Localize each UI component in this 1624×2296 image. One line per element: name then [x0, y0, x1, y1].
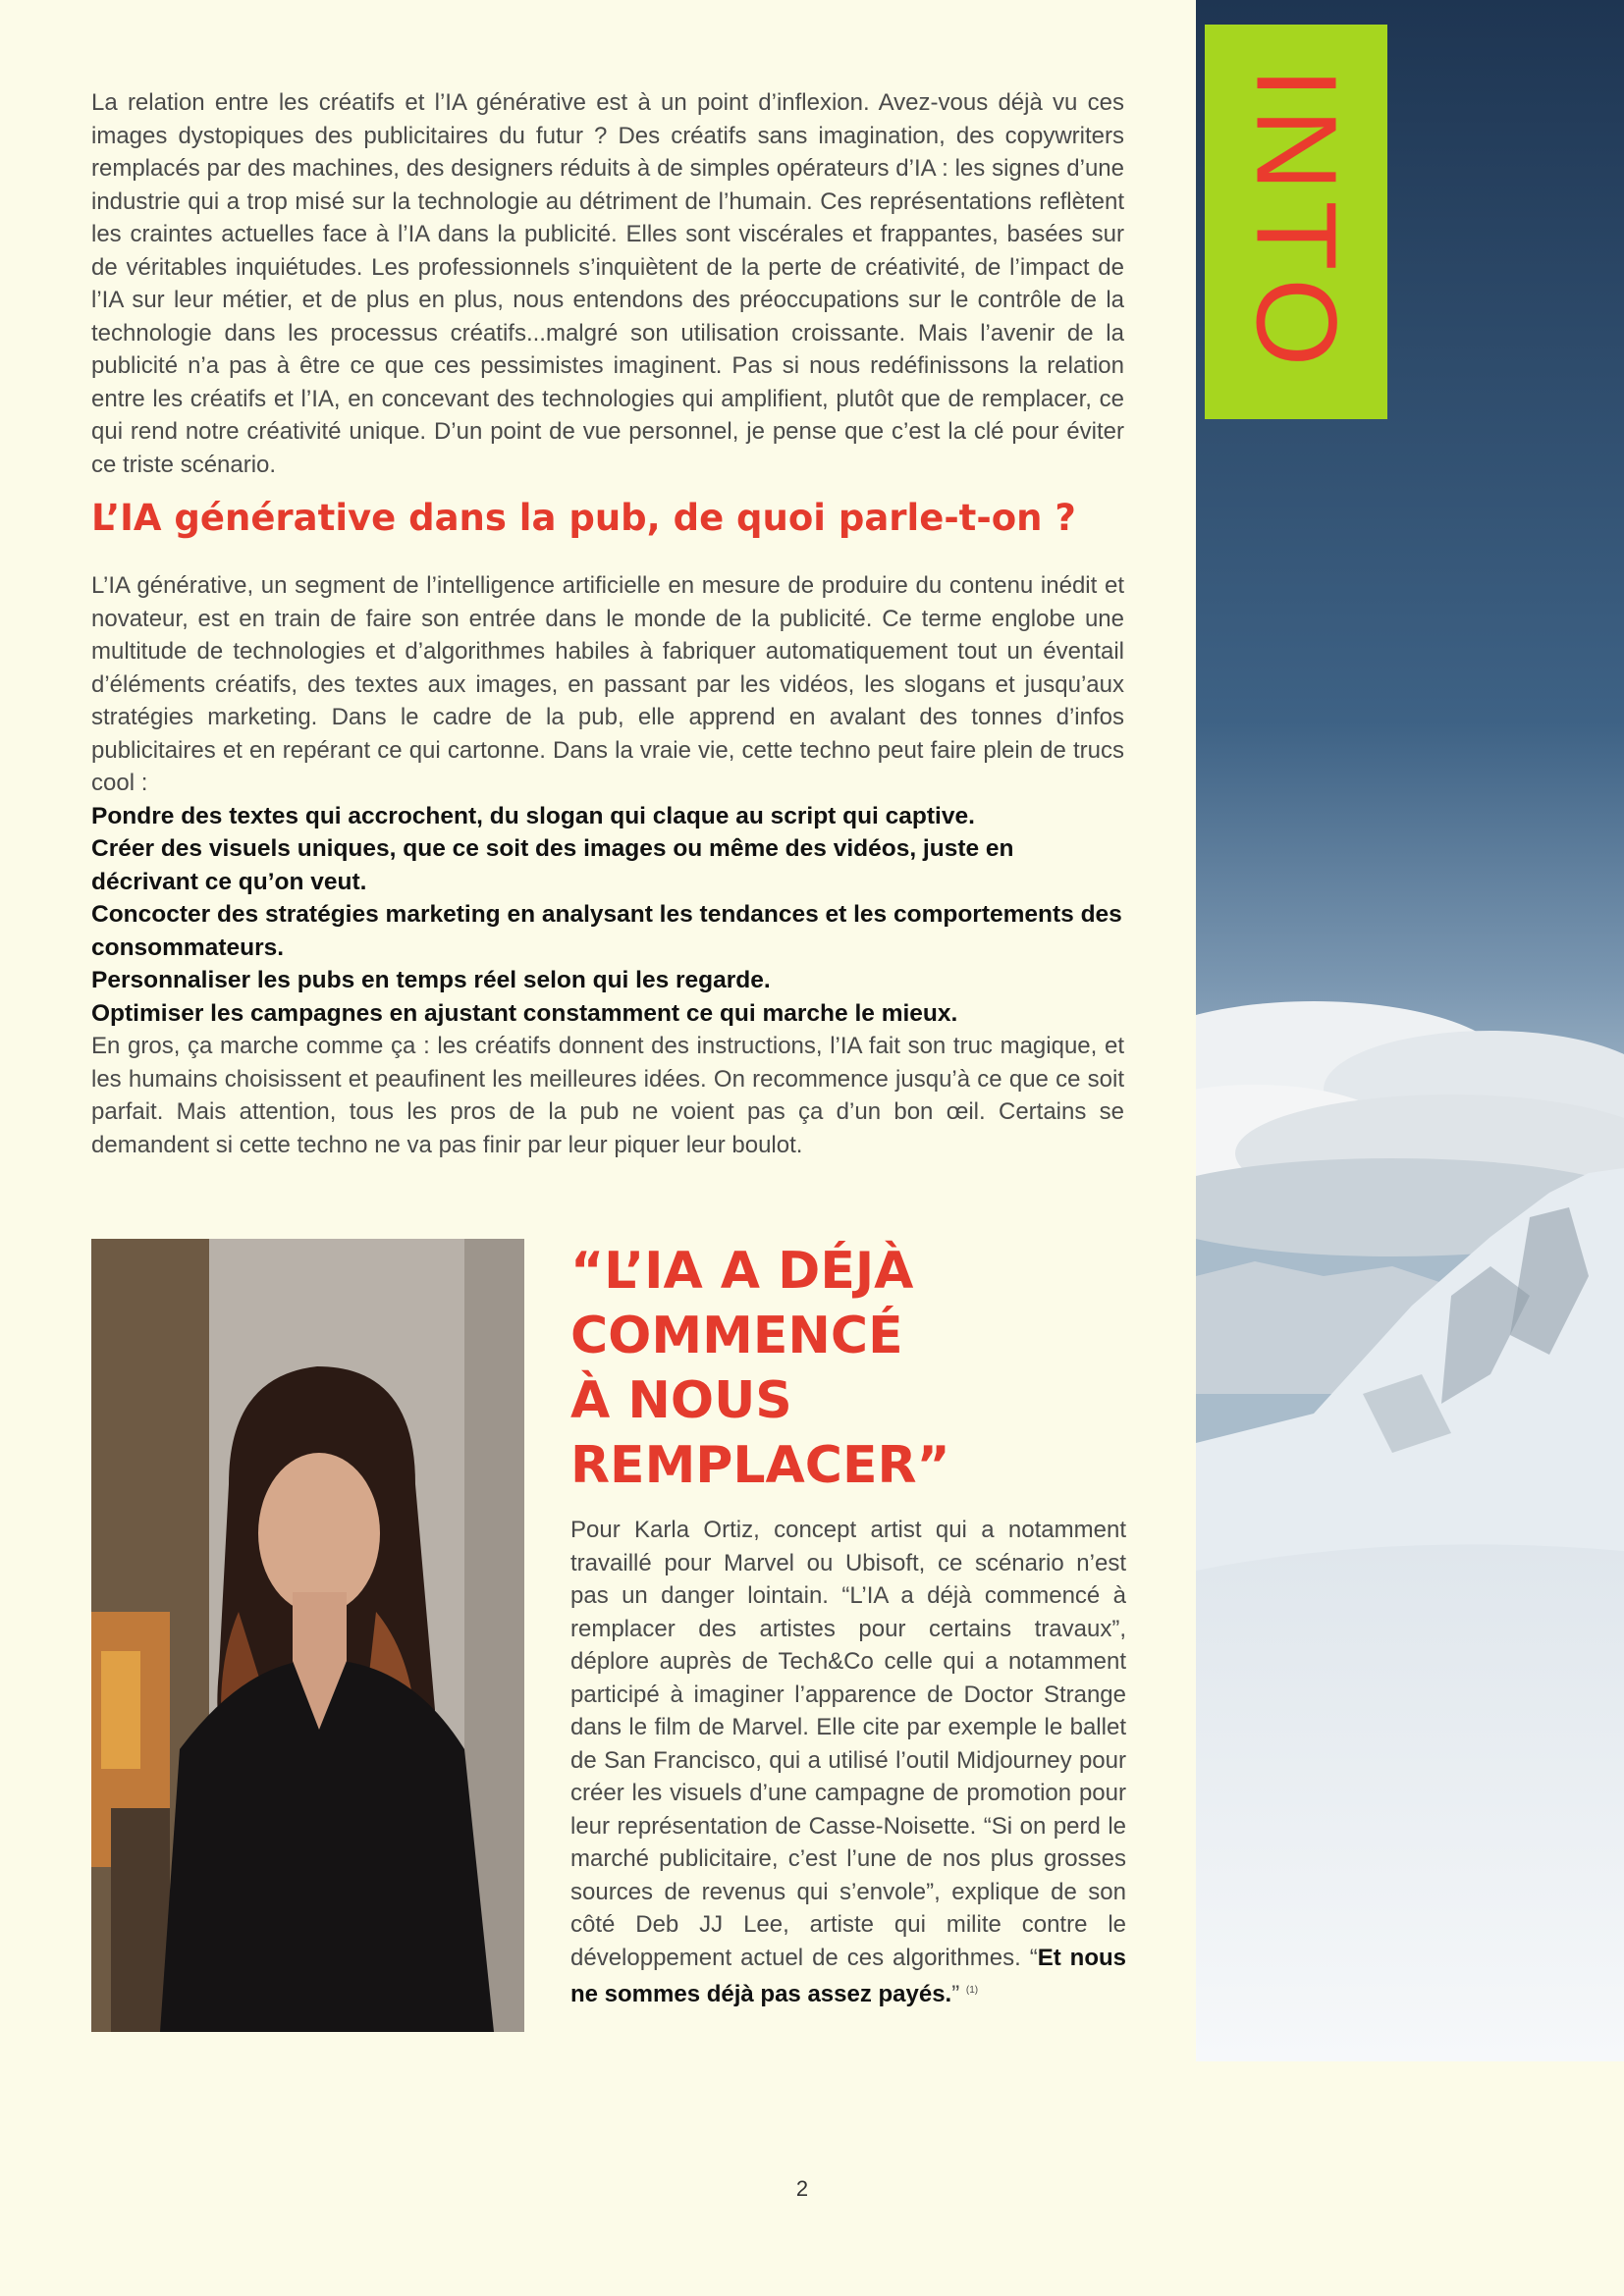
- section-heading: L’IA générative dans la pub, de quoi parle-t-on ?: [91, 497, 1076, 539]
- portrait-photo: [91, 1239, 524, 2032]
- quote-bold-text: Et nous ne sommes déjà pas assez payés.: [570, 1944, 1127, 2007]
- section-tag-label: INTO: [1232, 67, 1360, 377]
- pull-quote-line: “L’IA A DÉJÀ: [570, 1242, 914, 1301]
- quote-body: [570, 1514, 1126, 2011]
- quote-column: [570, 1239, 1126, 2011]
- pull-quote-line: COMMENCÉ: [570, 1307, 903, 1365]
- pull-quote-line: REMPLACER”: [570, 1436, 950, 1495]
- pull-quote-line: À NOUS: [570, 1371, 792, 1430]
- closing-paragraph: En gros, ça marche comme ça : les créatifs donnent des instructions, l’IA fait son truc magique, et les humains choisissent et peaufinent les meilleures idées. On recommence jusqu’à ce que ce soit parfait. Mais attention, tous les pros de la pub ne voient pas ça d’un bon œil. Certains se demandent si cette techno ne va pas finir par leur piquer leur boulot.: [91, 1033, 1124, 1158]
- intro-paragraph: La relation entre les créatifs et l’IA générative est à un point d’inflexion. Avez-vous déjà vu ces images dystopiques des publicitaires du futur ? Des créatifs sans imagination, des copywriters remplacés par des machines, des designers réduits à de simples opérateurs d’IA : les signes d’une industrie qui a trop misé sur la technologie au détriment de l’humain. Ces représentations reflètent les craintes actuelles face à l’IA dans la publicité. Elles sont viscérales et frappantes, basées sur de véritables inquiétudes. Les professionnels s’inquiètent de la perte de créativité, de l’impact de l’IA sur leur métier, et de plus en plus, nous entendons des préoccupations sur le contrôle de la technologie dans les processus créatifs...malgré son utilisation croissante. Mais l’avenir de la publicité n’a pas à être ce que ces pessimistes imaginent. Pas si nous redéfinissons la relation entre les créatifs et l’IA, en concevant des technologies qui amplifient, plutôt que de remplacer, ce qui rend notre créativité unique. D’un point de vue personnel, je pense que c’est la clé pour éviter ce triste scénario.: [91, 89, 1124, 478]
- quote-close-mark: ”: [951, 1981, 960, 2007]
- capabilities-list: [91, 800, 1124, 1031]
- quote-body-text: Pour Karla Ortiz, concept artist qui a notamment travaillé pour Marvel ou Ubisoft, ce scénario n’est pas un danger lointain. “L’IA a déjà commencé à remplacer des artistes pour certains travaux”, déplore auprès de Tech&Co celle qui a notamment participé à imaginer l’apparence de Doctor Strange dans le film de Marvel. Elle cite par exemple le ballet de San Francisco, qui a utilisé l’outil Midjourney pour créer les visuels d’une campagne de promotion pour leur représentation de Casse-Noisette. “Si on perd le marché publicitaire, c’est l’une de nos plus grosses sources de revenus qui s’envole”, explique de son côté Deb JJ Lee, artiste qui milite contre le développement actuel de ces algorithmes. “: [570, 1517, 1126, 1971]
- footnote-marker: (1): [965, 1985, 979, 1996]
- list-item: Pondre des textes qui accrochent, du slogan qui claque au script qui captive.: [91, 802, 975, 829]
- pull-quote: [570, 1239, 1126, 1498]
- list-item: Personnaliser les pubs en temps réel selon qui les regarde.: [91, 967, 771, 993]
- list-item: Optimiser les campagnes en ajustant constamment ce qui marche le mieux.: [91, 999, 958, 1027]
- main-column: [91, 86, 1124, 1161]
- section-paragraph: L’IA générative, un segment de l’intelligence artificielle en mesure de produire du contenu inédit et novateur, est en train de faire son entrée dans le monde de la publicité. Ce terme englobe une multitude de technologies et d’algorithmes habiles à fabriquer automatiquement tout un éventail d’éléments créatifs, des textes aux images, en passant par les vidéos, les slogans et jusqu’aux stratégies marketing. Dans le cadre de la pub, elle apprend en avalant des tonnes d’infos publicitaires et en repérant ce qui cartonne. Dans la vraie vie, cette techno peut faire plein de trucs cool :: [91, 572, 1124, 796]
- list-item: Concocter des stratégies marketing en analysant les tendances et les comportements des consommateurs.: [91, 901, 1122, 961]
- list-item: Créer des visuels uniques, que ce soit des images ou même des vidéos, juste en décrivant ce qu’on veut.: [91, 835, 1014, 895]
- page-number: 2: [795, 2176, 809, 2201]
- section-tag: [1205, 25, 1387, 419]
